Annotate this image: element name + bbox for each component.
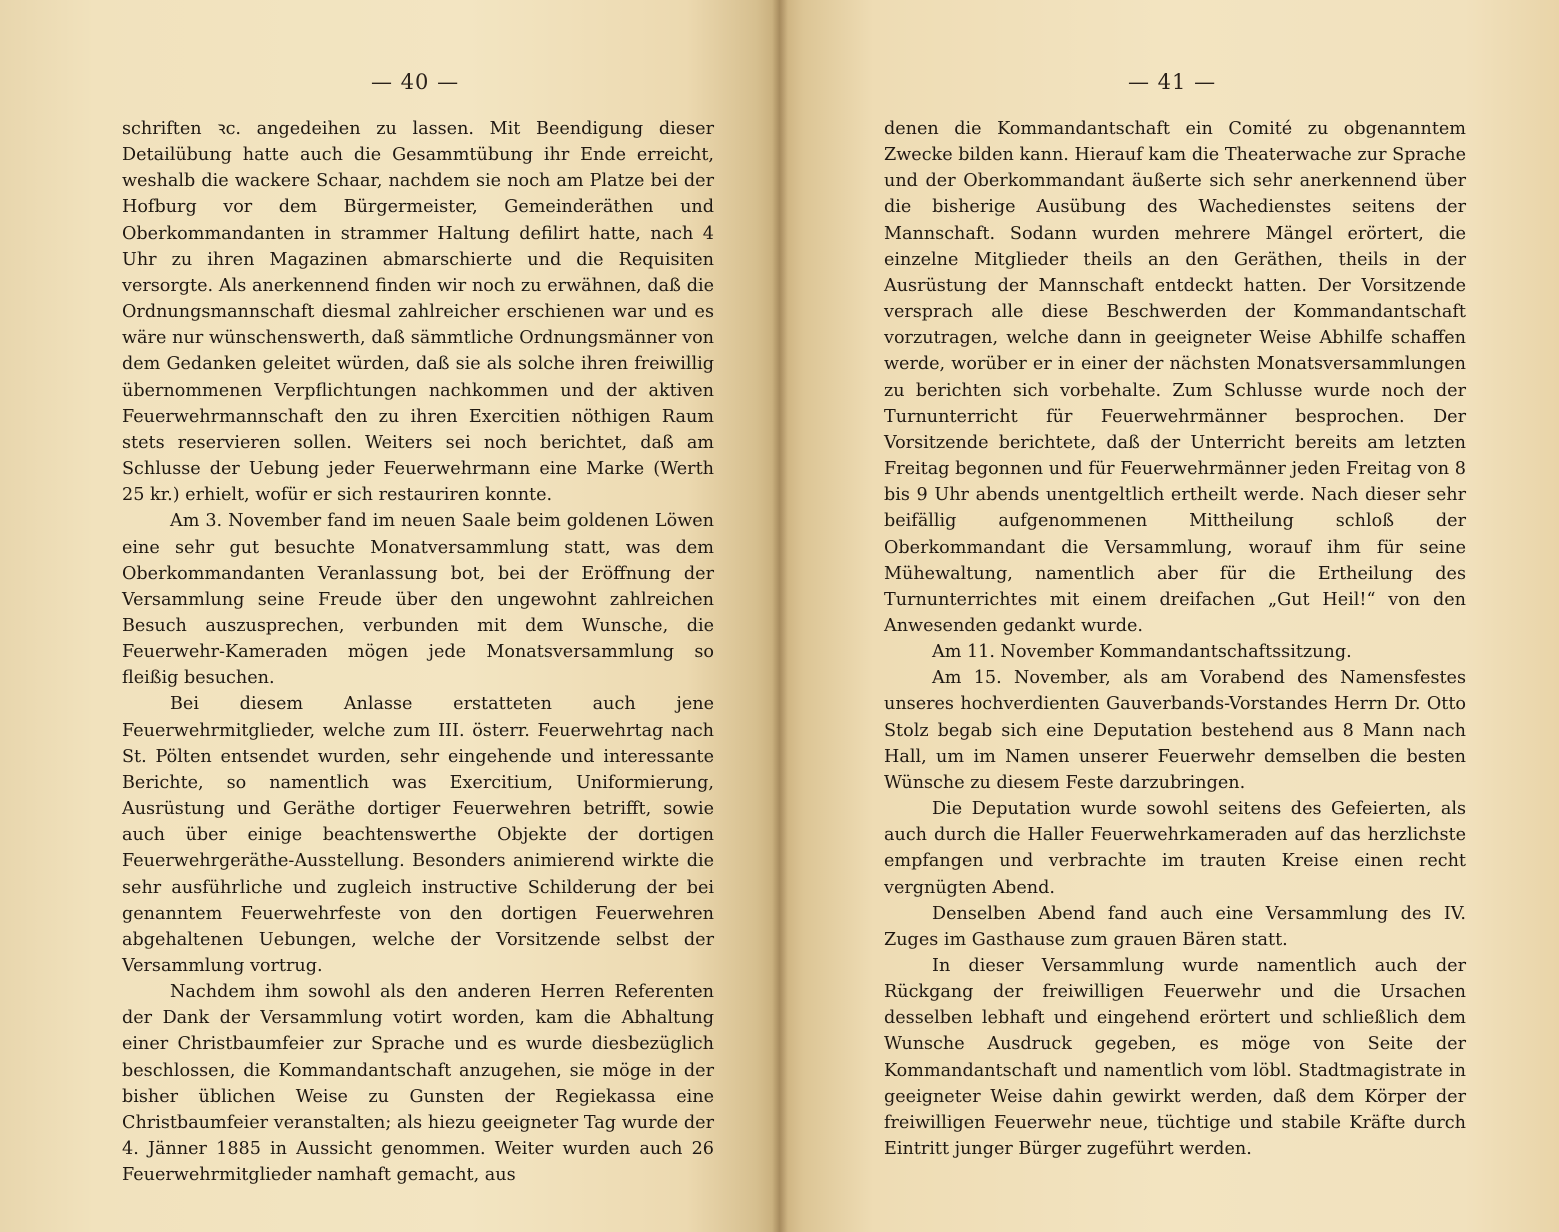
- page-number-left: — 40 —: [371, 70, 460, 94]
- left-page-text: [122, 116, 714, 1188]
- paragraph: Am 3. November fand im neuen Saale beim goldenen Löwen eine sehr gut besuchte Monatversammlung statt, was dem Oberkommandanten Veranlassung bot, bei der Eröffnung der Versammlung seine Freude über den ungewohnt zahlreichen Besuch auszusprechen, verbunden mit dem Wunsche, die Feuerwehr-Kameraden mögen jede Monatsversammlung so fleißig besuchen.: [122, 511, 714, 689]
- paragraph: Die Deputation wurde sowohl seitens des Gefeierten, als auch durch die Haller Feuerwehrkameraden auf das herzlichste empfangen und verbrachte im trauten Kreise einen recht vergnügten Abend.: [884, 799, 1466, 898]
- right-page-text: [884, 116, 1466, 1162]
- right-page: [780, 0, 1559, 1232]
- paragraph: Denselben Abend fand auch eine Versammlung des IV. Zuges im Gasthause zum grauen Bären statt.: [884, 903, 1466, 950]
- paragraph: Am 15. November, als am Vorabend des Namensfestes unseres hochverdienten Gauverbands-Vorstandes Herrn Dr. Otto Stolz begab sich eine Deputation bestehend aus 8 Mann nach Hall, um im Namen unserer Feuerwehr demselben die besten Wünsche zu diesem Feste darzubringen.: [884, 668, 1466, 793]
- page-number-right: — 41 —: [1128, 70, 1217, 94]
- paragraph: Am 11. November Kommandantschaftssitzung.: [932, 642, 1352, 663]
- paragraph: schriften ꝛc. angedeihen zu lassen. Mit Beendigung dieser Detailübung hatte auch die Gesammtübung ihr Ende erreicht, weshalb die wackere Schaar, nachdem sie noch am Platze bei der Hofburg vor dem Bürgermeister, Gemeinderäthen und Oberkommandanten in strammer Haltung defilirt hatte, nach 4 Uhr zu ihren Magazinen abmarschierte und die Requisiten versorgte. Als anerkennend finden wir noch zu erwähnen, daß die Ordnungsmannschaft diesmal zahlreicher erschienen war und es wäre nur wünschenswerth, daß sämmtliche Ordnungsmänner von dem Gedanken geleitet würden, daß sie als solche ihren freiwillig übernommenen Verpflichtungen nachkommen und der aktiven Feuerwehrmannschaft den zu ihren Exercitien nöthigen Raum stets reservieren sollen. Weiters sei noch berichtet, daß am Schlusse der Uebung jeder Feuerwehrmann eine Marke (Werth 25 kr.) erhielt, wofür er sich restauriren konnte.: [122, 119, 714, 506]
- paragraph: Nachdem ihm sowohl als den anderen Herren Referenten der Dank der Versammlung votirt worden, kam die Abhaltung einer Christbaumfeier zur Sprache und es wurde diesbezüglich beschlossen, die Kommandantschaft anzugehen, sie möge in der bisher üblichen Weise zu Gunsten der Regiekassa eine Christbaumfeier veranstalten; als hiezu geeigneter Tag wurde der 4. Jänner 1885 in Aussicht genommen. Weiter wurden auch 26 Feuerwehrmitglieder namhaft gemacht, aus: [122, 982, 714, 1186]
- paragraph: Bei diesem Anlasse erstatteten auch jene Feuerwehrmitglieder, welche zum III. österr. Feuerwehrtag nach St. Pölten entsendet wurden, sehr eingehende und interessante Berichte, so namentlich was Exercitium, Uniformierung, Ausrüstung und Geräthe dortiger Feuerwehren betrifft, sowie auch über einige beachtenswerthe Objekte der dortigen Feuerwehrgeräthe-Ausstellung. Besonders animierend wirkte die sehr ausführliche und zugleich instructive Schilderung der bei genanntem Feuerwehrfeste von den dortigen Feuerwehren abgehaltenen Uebungen, welche der Vorsitzende selbst der Versammlung vortrug.: [122, 694, 714, 976]
- paragraph: In dieser Versammlung wurde namentlich auch der Rückgang der freiwilligen Feuerwehr und die Ursachen desselben lebhaft und eingehend erörtert und schließlich dem Wunsche Ausdruck gegeben, es möge von Seite der Kommandantschaft und namentlich vom löbl. Stadtmagistrate in geeigneter Weise dahin gewirkt werden, daß dem Körper der freiwilligen Feuerwehr neue, tüchtige und stabile Kräfte durch Eintritt junger Bürger zugeführt werden.: [884, 956, 1466, 1160]
- paragraph: denen die Kommandantschaft ein Comité zu obgenanntem Zwecke bilden kann. Hierauf kam die Theaterwache zur Sprache und der Oberkommandant äußerte sich sehr anerkennend über die bisherige Ausübung des Wachedienstes seitens der Mannschaft. Sodann wurden mehrere Mängel erörtert, die einzelne Mitglieder theils an den Geräthen, theils in der Ausrüstung der Mannschaft entdeckt hatten. Der Vorsitzende versprach alle diese Beschwerden der Kommandantschaft vorzutragen, welche dann in geeigneter Weise Abhilfe schaffen werde, worüber er in einer der nächsten Monatsversammlungen zu berichten sich vorbehalte. Zum Schlusse wurde noch der Turnunterricht für Feuerwehrmänner besprochen. Der Vorsitzende berichtete, daß der Unterricht bereits am letzten Freitag begonnen und für Feuerwehrmänner jeden Freitag von 8 bis 9 Uhr abends unentgeltlich ertheilt werde. Nach dieser sehr beifällig aufgenommenen Mittheilung schloß der Oberkommandant die Versammlung, worauf ihm für seine Mühewaltung, namentlich aber für die Ertheilung des Turnunterrichtes mit einem dreifachen „Gut Heil!“ von den Anwesenden gedankt wurde.: [884, 119, 1466, 636]
